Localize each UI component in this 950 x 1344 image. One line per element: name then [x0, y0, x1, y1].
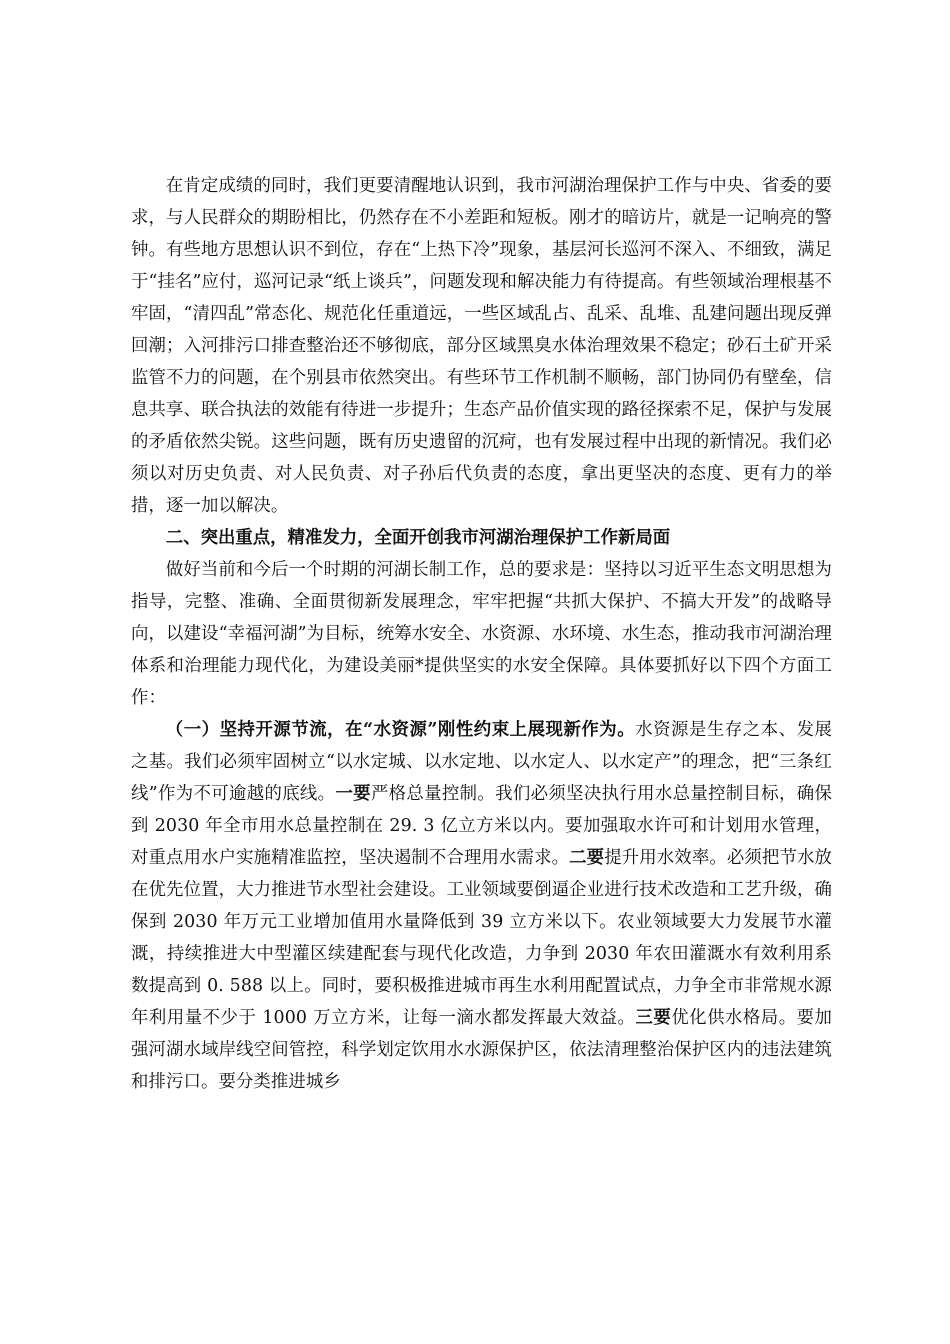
paragraph-problems: 在肯定成绩的同时，我们更要清醒地认识到，我市河湖治理保护工作与中央、省委的要求，与人民群众的期盼相比，仍然存在不小差距和短板。刚才的暗访片，就是一记响亮的警钟。有些地方思想认识不到位，存在“上热下冷”现象，基层河长巡河不深入、不细致，满足于“挂名”应付，巡河记录“纸上谈兵”，问题发现和解决能力有待提高。有些领域治理根基不牢固，“清四乱”常态化、规范化任重道远，一些区域乱占、乱采、乱堆、乱建问题出现反弹回潮；入河排污口排查整治还不够彻底，部分区域黑臭水体治理效果不稳定；砂石土矿开采监管不力的问题，在个别县市依然突出。有些环节工作机制不顺畅，部门协同仍有壁垒，信息共享、联合执法的效能有待进一步提升；生态产品价值实现的路径探索不足，保护与发展的矛盾依然尖锐。这些问题，既有历史遗留的沉疴，也有发展过程中出现的新情况。我们必须以对历史负责、对人民负责、对子孙后代负责的态度，拿出更坚决的态度、更有力的举措，逐一加以解决。: [131, 176, 832, 516]
paragraph-text: 提升用水效率。必须把节水放在优先位置，大力推进节水型社会建设。工业领域要倒逼企业进行技术改造和工艺升级，确保到 2030 年万元工业增加值用水量降低到 39 立方米以下。农业领域要大力发展节水灌溉，持续推进大中型灌区续建配套与现代化改造，力争到 2030 年农田灌溉水有效利用系数提高到 0. 588 以上。同时，要积极推进城市再生水利用配置试点，力争全市非常规水源年利用量不少于 1000 万立方米，让每一滴水都发挥最大效益。: [131, 848, 832, 1028]
paragraph-text: 严格总量控制。我们必须坚决执行用水总量控制目标，确保到 2030 年全市用水总量控制在 29. 3 亿立方米以内。要加强取水许可和计划用水管理，对重点用水户实施精准监控，坚决遏制不合理用水需求。: [131, 784, 833, 868]
paragraph-text: 水资源是生存之本、发展之基。我们必须牢固树立“以水定城、以水定地、以水定人、以水定产”的理念，把“三条红线”作为不可逾越的底线。: [131, 720, 832, 804]
point-three-keyword: 三要: [635, 1008, 672, 1028]
point-one-keyword: 一要: [335, 784, 371, 804]
subsection-lead: （一）坚持开源节流，在“水资源”刚性约束上展现新作为。: [165, 720, 636, 740]
paragraph-general-requirements: 做好当前和今后一个时期的河湖长制工作，总的要求是：坚持以习近平生态文明思想为指导，完整、准确、全面贯彻新发展理念，牢牢把握“共抓大保护、不搞大开发”的战略导向，以建设“幸福河湖”为目标，统筹水安全、水资源、水环境、水生态，推动我市河湖治理体系和治理能力现代化，为建设美丽*提供坚实的水安全保障。具体要抓好以下四个方面工作：: [131, 560, 832, 708]
point-two-keyword: 二要: [569, 848, 605, 868]
paragraph-text: 优化供水格局。要加强河湖水域岸线空间管控，科学划定饮用水水源保护区，依法清理整治保护区内的违法建筑和排污口。要分类推进城乡: [131, 1008, 833, 1092]
paragraph-water-resources: [131, 714, 832, 1098]
section-heading-2: 二、突出重点，精准发力，全面开创我市河湖治理保护工作新局面: [165, 528, 671, 548]
